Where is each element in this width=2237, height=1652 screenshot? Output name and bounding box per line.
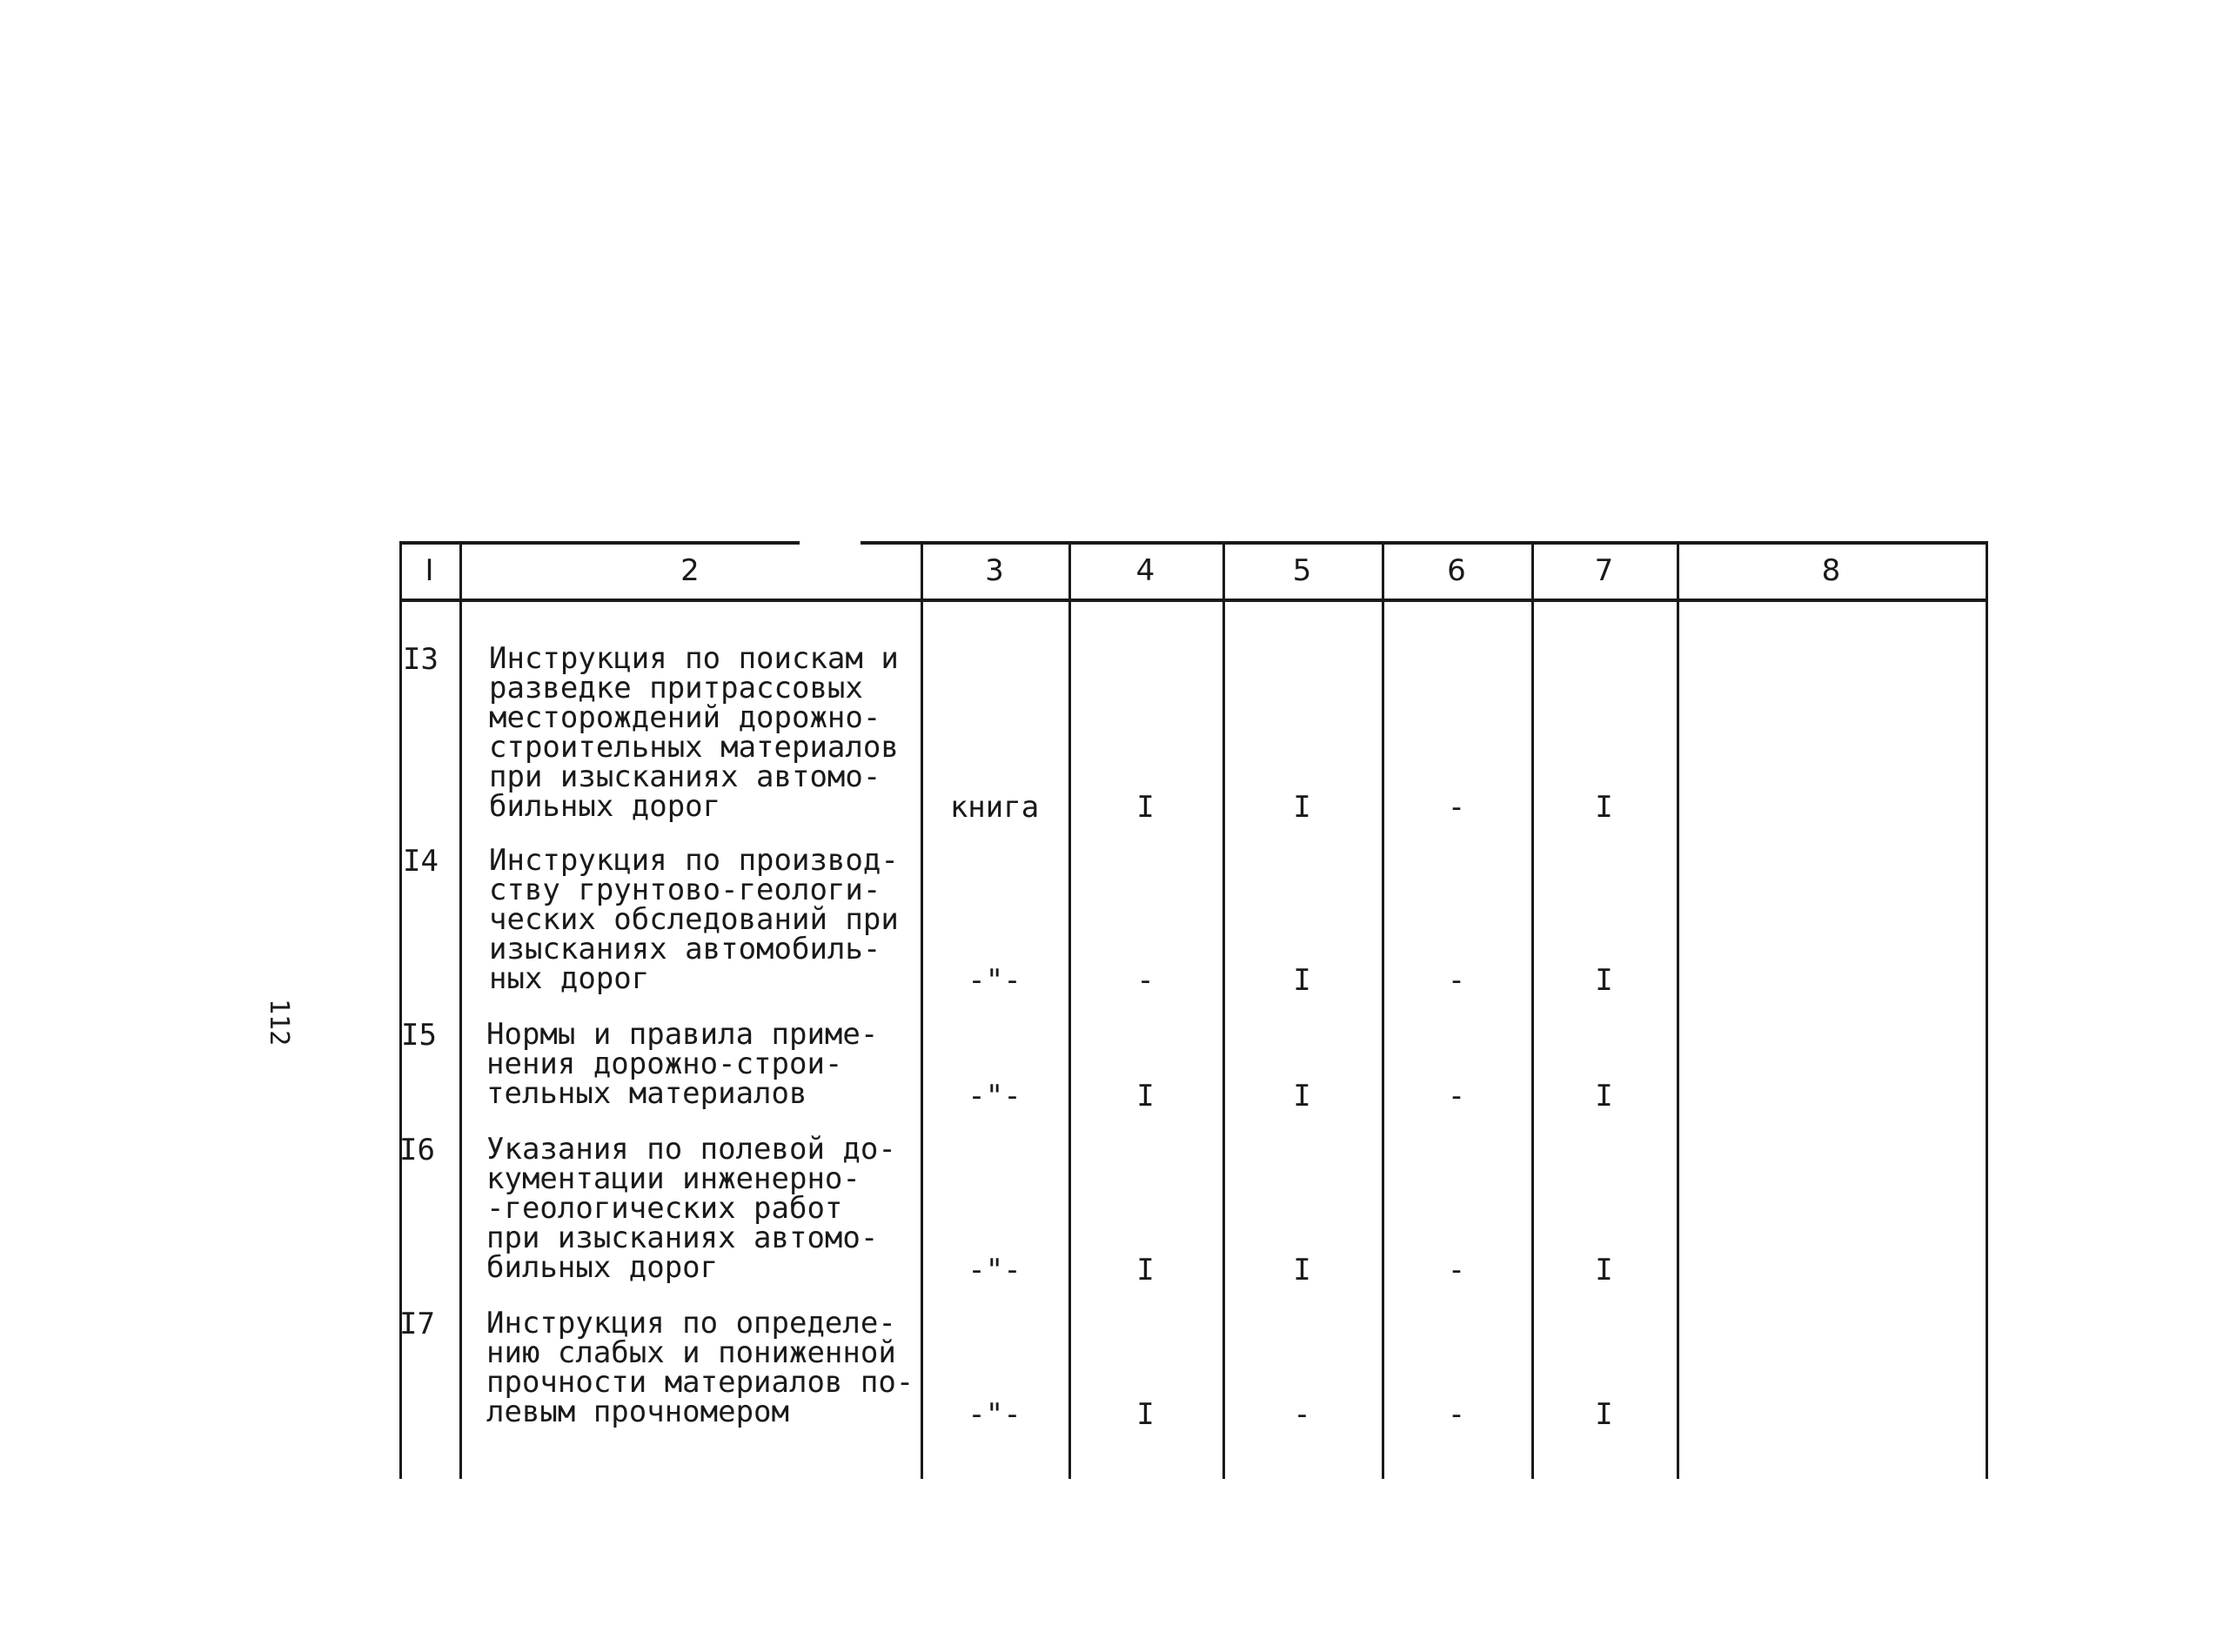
cell-col-5: - xyxy=(1293,1397,1311,1432)
col-divider-3 xyxy=(1068,541,1071,1479)
header-col-3: 3 xyxy=(985,553,1004,588)
header-col-7: 7 xyxy=(1594,553,1614,588)
table-top-border xyxy=(399,541,1988,545)
col-divider-7 xyxy=(1677,541,1679,1479)
col-divider-8 xyxy=(1986,541,1988,1479)
row-title: Инструкция по определе- нию слабых и пониженной прочности материалов по- левым прочномером xyxy=(486,1306,914,1429)
row-number: I7 xyxy=(399,1307,435,1341)
row-number: I4 xyxy=(403,844,439,879)
col-divider-1 xyxy=(459,541,462,1479)
cell-col-5: I xyxy=(1293,790,1311,825)
cell-col-6: - xyxy=(1447,1079,1466,1114)
header-col-4: 4 xyxy=(1135,553,1155,588)
col-divider-6 xyxy=(1531,541,1534,1479)
header-bottom-border xyxy=(399,599,1988,602)
cell-type: книга xyxy=(949,790,1040,825)
header-col-8: 8 xyxy=(1821,553,1841,588)
cell-col-4: - xyxy=(1136,963,1155,998)
row-title: Инструкция по поискам и разведке притрассовых месторождений дорожно- строительных материалов при изысканиях автомо- бильных дорог xyxy=(489,641,899,824)
table-top-gap xyxy=(800,538,861,546)
cell-col-7: I xyxy=(1595,963,1613,998)
cell-col-7: I xyxy=(1595,1079,1613,1114)
cell-col-7: I xyxy=(1595,1253,1613,1287)
cell-col-6: - xyxy=(1447,790,1466,825)
header-col-2: 2 xyxy=(680,553,700,588)
header-col-6: 6 xyxy=(1447,553,1466,588)
col-divider-4 xyxy=(1222,541,1225,1479)
cell-col-5: I xyxy=(1293,1079,1311,1114)
cell-col-6: - xyxy=(1447,1253,1466,1287)
materials-table xyxy=(399,541,1988,1481)
cell-type: -"- xyxy=(968,1079,1021,1114)
cell-col-5: I xyxy=(1293,1253,1311,1287)
row-number: I6 xyxy=(399,1133,435,1167)
row-title: Инструкция по производ- ству грунтово-геологи- ческих обследований при изысканиях автомобиль- ных дорог xyxy=(489,843,899,996)
cell-type: -"- xyxy=(968,1397,1021,1432)
cell-col-7: I xyxy=(1595,790,1613,825)
page-number: 112 xyxy=(264,999,294,1047)
row-title: Указания по полевой до- кументации инженерно- -геологических работ при изысканиях автомо- бильных дорог xyxy=(486,1132,896,1285)
row-number: I3 xyxy=(403,642,439,677)
cell-col-5: I xyxy=(1293,963,1311,998)
row-number: I5 xyxy=(401,1018,437,1053)
cell-col-4: I xyxy=(1136,1079,1155,1114)
col-divider-2 xyxy=(921,541,923,1479)
header-col-1: I xyxy=(425,553,434,588)
cell-type: -"- xyxy=(968,1253,1021,1287)
header-col-5: 5 xyxy=(1292,553,1312,588)
cell-col-4: I xyxy=(1136,1397,1155,1432)
col-divider-5 xyxy=(1382,541,1384,1479)
cell-col-4: I xyxy=(1136,790,1155,825)
cell-col-6: - xyxy=(1447,1397,1466,1432)
row-title: Нормы и правила приме- нения дорожно-строи- тельных материалов xyxy=(486,1017,879,1111)
cell-col-7: I xyxy=(1595,1397,1613,1432)
cell-col-6: - xyxy=(1447,963,1466,998)
cell-type: -"- xyxy=(968,963,1021,998)
cell-col-4: I xyxy=(1136,1253,1155,1287)
